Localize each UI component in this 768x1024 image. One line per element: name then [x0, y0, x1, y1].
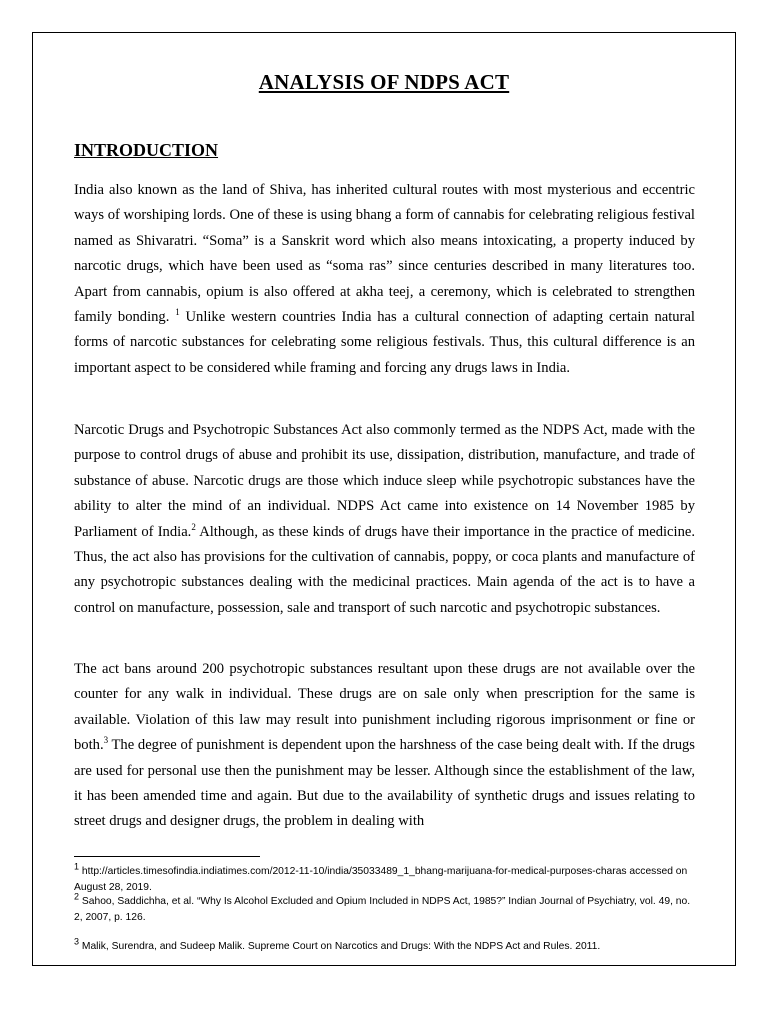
footnote-ref-2: 2 — [191, 521, 196, 532]
section-heading-introduction: INTRODUCTION — [74, 140, 219, 160]
footnote-3-marker: 3 — [74, 936, 80, 947]
footnote-separator — [74, 856, 260, 857]
footnote-2-text: Sahoo, Saddichha, et al. “Why Is Alcohol Excluded and Opium Included in NDPS Act, 1985?” Indian Journal of Psychiatry, vol. 49, no. 2, 2007, p. 126. — [74, 896, 691, 923]
paragraph-3 — [74, 657, 695, 835]
paragraph-3-text-a: The act bans around 200 psychotropic substances resultant upon these drugs are not available over the counter for any walk in individual. These drugs are on sale only when prescription for the same is available. Violation of this law may result into punishment including rigorous imprisonment or fine or both. — [74, 661, 695, 754]
paragraph-3-text-b: The degree of punishment is dependent upon the harshness of the case being dealt with. If the drugs are used for personal use then the punishment may be lesser. Although since the establishment of the law, it has been amended time and again. But due to the availability of synthetic drugs and issues relating to street drugs and designer drugs, the problem in dealing with — [74, 737, 695, 830]
document-title: ANALYSIS OF NDPS ACT — [258, 70, 510, 94]
footnote-2 — [74, 891, 699, 925]
paragraph-2 — [74, 418, 695, 621]
paragraph-1 — [74, 178, 695, 381]
footnote-2-marker: 2 — [74, 891, 80, 902]
footnote-ref-1: 1 — [175, 307, 180, 318]
paragraph-2-text-b: Although, as these kinds of drugs have their importance in the practice of medicine. Thus, the act also has provisions for the cultivation of cannabis, poppy, or coca plants and manufacture of any psychotropic substances dealing with the medicinal practices. Main agenda of the act is to have a control on manufacture, possession, sale and transport of such narcotic and psychotropic substances. — [74, 523, 695, 616]
footnote-ref-3: 3 — [103, 735, 109, 746]
footnote-3-text: Malik, Surendra, and Sudeep Malik. Supreme Court on Narcotics and Drugs: With the NDPS Act and Rules. 2011. — [79, 941, 601, 952]
footnote-1 — [74, 861, 699, 895]
paragraph-1-text-a: India also known as the land of Shiva, has inherited cultural routes with most mysterious and eccentric ways of worshiping lords. One of these is using bhang a form of cannabis for celebrating religious festival named as Shivaratri. “Soma” is a Sanskrit word which also means intoxicating, a property induced by narcotic drugs, which have been used as “soma ras” since centuries described in many literatures too. Apart from cannabis, opium is also offered at akha teej, a ceremony, which is celebrated to strengthen family bonding. — [74, 182, 695, 326]
footnote-1-text: http://articles.timesofindia.indiatimes.com/2012-11-10/india/35033489_1_bhang-marijuana-for-medical-purposes-charas accessed on August 28, 2019. — [74, 866, 688, 893]
paragraph-1-text-b: Unlike western countries India has a cultural connection of adapting certain natural forms of narcotic substances for celebrating some religious festivals. Thus, this cultural difference is an important aspect to be considered while framing and forcing any drugs laws in India. — [74, 309, 695, 376]
paragraph-2-text-a: Narcotic Drugs and Psychotropic Substances Act also commonly termed as the NDPS Act, made with the purpose to control drugs of abuse and prohibit its use, dissipation, distribution, manufacture, and trade of substance of abuse. Narcotic drugs are those which induce sleep while psychotropic substances have the ability to alter the mind of an individual. NDPS Act came into existence on 14 November 1985 by Parliament of India. — [74, 422, 695, 540]
footnote-3 — [74, 936, 699, 955]
footnote-1-marker: 1 — [74, 861, 80, 872]
